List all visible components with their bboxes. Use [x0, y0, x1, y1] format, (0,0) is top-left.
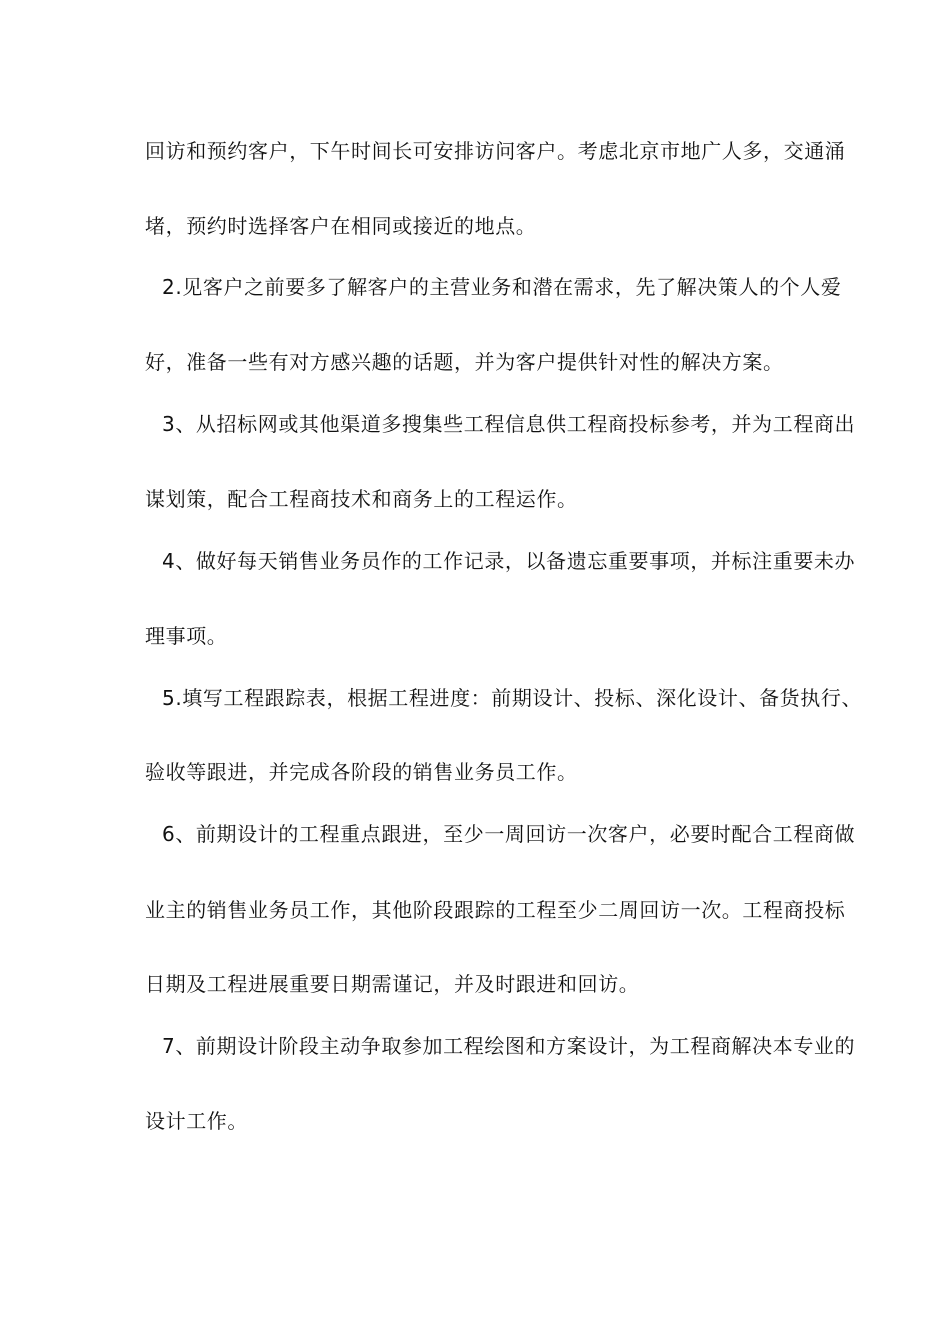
document-page: 回访和预约客户，下午时间长可安排访问客户。考虑北京市地广人多，交通涌 堵，预约时选择客户在相同或接近的地点。 2.见客户之前要多了解客户的主营业务和潜在需求，先了解决策人的个人爱 好，准备一些有对方感兴趣的话题，并为客户提供针对性的解决方案。 3、从招标网或其他渠道多搜集些工程信息供工程商投标参考，并为工程商出 谋划策，配合工程商技术和商务上的工程运作。 4、做好每天销售业务员作的工作记录，以备遗忘重要事项，并标注重要未办 理事项。 5.填写工程跟踪表，根据工程进度：前期设计、投标、深化设计、备货执行、 验收等跟进，并完成各阶段的销售业务员工作。 6、前期设计的工程重点跟进，至少一周回访一次客户，必要时配合工程商做 业主的销售业务员工作，其他阶段跟踪的工程至少二周回访一次。工程商投标 日期及工程进展重要日期需谨记，并及时跟进和回访。 7、前期设计阶段主动争取参加工程绘图和方案设计，为工程商解决本专业的 设计工作。 [0, 0, 950, 1344]
